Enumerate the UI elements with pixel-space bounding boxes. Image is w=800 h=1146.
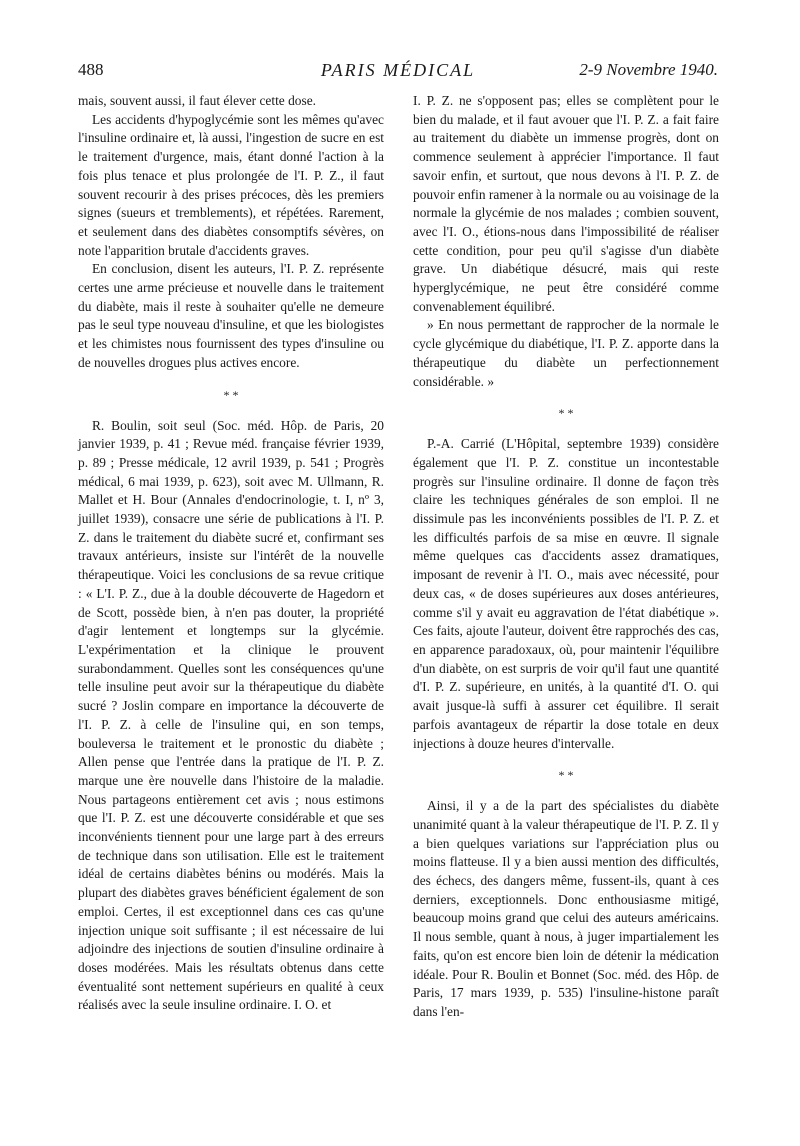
section-separator: * * [223, 387, 239, 402]
page-number: 488 [78, 60, 104, 79]
paragraph: R. Boulin, soit seul (Soc. méd. Hôp. de Paris, 20 janvier 1939, p. 41 ; Revue méd. française février 1939, p. 89 ; Presse médicale, 12 avril 1939, p. 541 ; Progrès médical, 6 mai 1939, p. 623), soit avec M. Ullmann, R. Mallet et H. Bour (Annales d'endocrinologie, t. I, nº 3, juillet 1939), consacre une série de publications à l'I. P. Z. dans le traitement du diabète sucré et, confirmant ses travaux antérieurs, insiste sur l'intérêt de la nouvelle thérapeutique. Voici les conclusions de sa revue critique : « L'I. P. Z., due à la double découverte de Hagedorn et de Scott, possède bien, à n'en pas douter, la propriété d'agir lentement et longtemps sur la glycémie. L'expérimentation et la clinique le prouvent surabondamment. Quelles sont les conséquences qu'une telle insuline peut avoir sur la thérapeutique du diabète sucré ? Joslin compare en importance la découverte de l'I. P. Z. à celle de l'insuline qui, en son temps, bouleversa le traitement et le pronostic du diabète ; Allen pense que l'entrée dans la pratique de l'I. P. Z. marque une ère nouvelle dans l'histoire de la maladie. Nous partageons entièrement cet avis ; nous estimons que l'I. P. Z. est une découverte considérable et que ses inconvénients tiennent pour une large part à des erreurs de technique dans son utilisation. Elle est le traitement idéal de certains diabètes bénins ou modérés. Mais la plupart des diabètes graves bénéficient également de son emploi. Certes, il est exceptionnel dans ces cas qu'une injection unique soit suffisante ; il est nécessaire de lui adjoindre des injections de soutien d'insuline ordinaire à doses modérées. Mais les résultats obtenus dans cette éventualité sont nettement supérieurs en qualité à ceux réalisés avec la seule insuline ordinaire. I. O. et [78, 417, 384, 1013]
page-header [78, 60, 718, 84]
paragraph: mais, souvent aussi, il faut élever cette dose. [78, 93, 316, 108]
issue-date: 2-9 Novembre 1940. [579, 60, 718, 79]
right-column [413, 92, 719, 1022]
journal-title: PARIS MÉDICAL [320, 60, 476, 80]
paragraph: P.-A. Carrié (L'Hôpital, septembre 1939) considère également que l'I. P. Z. constitue un incontestable progrès sur l'insuline ordinaire. Il donne de façon très claire les techniques générales de son emploi. Il ne dissimule pas les inconvénients possibles de l'I. P. Z. et les difficultés parfois de sa mise en œuvre. Il signale même quelques cas d'accidents assez dramatiques, imposant de revenir à l'I. O., mais avec nécessité, pour deux cas, « de doses supérieures aux doses antérieures, comme s'il y avait eu aggravation de l'état diabétique ». Ces faits, ajoute l'auteur, doivent être rapprochés des cas, en apparence paradoxaux, où, pour maintenir l'équilibre d'un diabète, on est surpris de voir qu'il faut une quantité d'I. P. Z. supérieure, en unités, à la quantité d'I. O. qui avait jusque-là suffi à assurer cet équilibre. Il serait parfois avantageux de répartir la dose totale en deux injections à douze heures d'intervalle. [413, 436, 719, 751]
paragraph: Les accidents d'hypoglycémie sont les mêmes qu'avec l'insuline ordinaire et, là aussi, l'ingestion de sucre en est le traitement d'urgence, mais, étant donné l'action à la fois plus tenace et plus prolongée de l'I. P. Z., il faut souvent recourir à des prises précoces, dès les premiers signes (sueurs et tremblements), et répétées. Rarement, et seulement dans des diabètes consomptifs sévères, on note l'apparition brutale d'accidents graves. [78, 111, 384, 258]
paragraph: I. P. Z. ne s'opposent pas; elles se complètent pour le bien du malade, et il faut avouer que l'I. P. Z. a fait faire au traitement du diabète un immense progrès, dont on commence seulement à apprécier l'importance. Il faut savoir enfin, et surtout, que nous devons à l'I. P. Z. de pouvoir enfin ramener à la normale ou au voisinage de la normale la glycémie de nos malades ; combien souvent, avec l'I. O., étions-nous dans l'impossibilité de réaliser cette condition, pour peu qu'il s'agisse d'un diabète grave. Un diabétique désucré, mais qui reste hyperglycémique, ne peut être considéré comme convenablement équilibré. [413, 93, 719, 314]
left-column [78, 92, 384, 1015]
paragraph: Ainsi, il y a de la part des spécialistes du diabète unanimité quant à la valeur thérapeutique de l'I. P. Z. Il y a bien quelques variations sur l'appréciation plus ou moins flatteuse. Il y a bien aussi mention des difficultés, des échecs, des dangers même, fussent-ils, quant à ces derniers, exceptionnels. Donc enthousiasme mitigé, beaucoup moins grand que celui des auteurs américains. Il nous semble, quant à nous, à juger impartialement les faits, qu'on est encore bien loin de détenir la médication idéale. Pour R. Boulin et Bonnet (Soc. méd. des Hôp. de Paris, 17 mars 1939, p. 535) l'insuline-histone paraît dans l'en- [413, 798, 719, 1019]
section-separator: * * [558, 406, 574, 421]
section-separator: * * [558, 768, 574, 783]
paragraph: » En nous permettant de rapprocher de la normale le cycle glycémique du diabétique, l'I. P. Z. apporte dans la thérapeutique du diabète un perfectionnement considérable. » [413, 317, 719, 389]
paragraph: En conclusion, disent les auteurs, l'I. P. Z. représente certes une arme précieuse et nouvelle dans le traitement du diabète, mais il reste à souhaiter qu'elle ne demeure pas le seul type nouveau d'insuline, et que les biologistes et les chimistes nous fournissent des types d'insuline ou de nouvelles drogues plus actives encore. [78, 261, 384, 370]
